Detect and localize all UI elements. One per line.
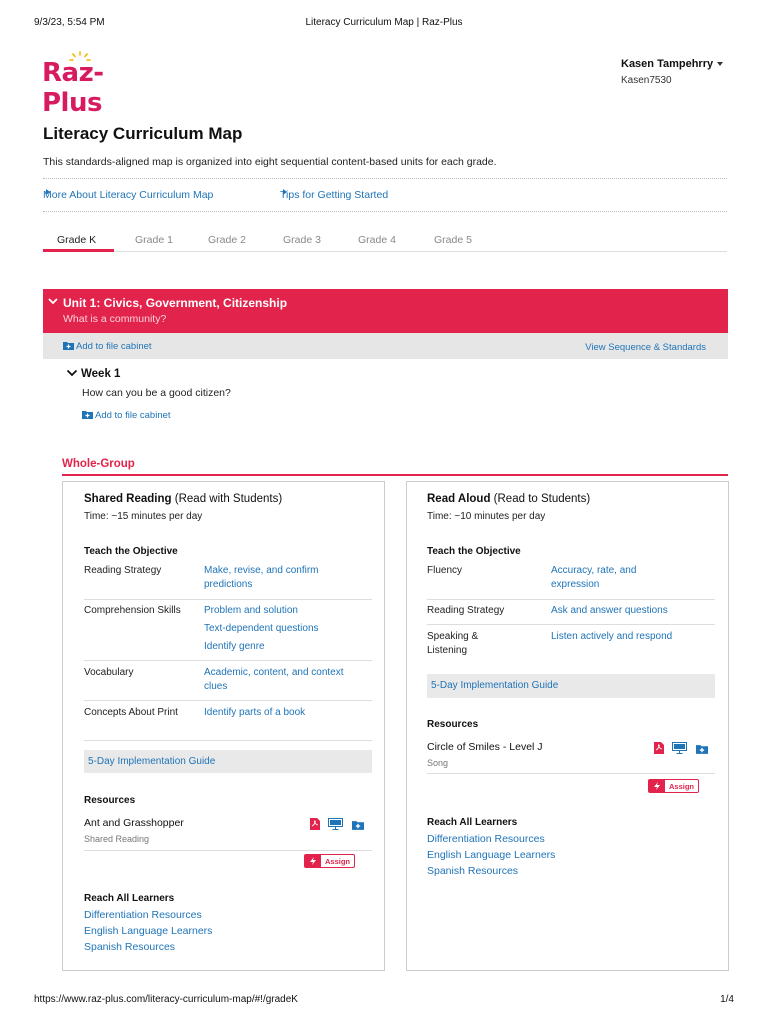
projector-icon[interactable] [672, 742, 687, 754]
raz-plus-logo[interactable] [42, 50, 152, 118]
folder-add-icon [82, 410, 93, 419]
folder-add-icon [63, 341, 74, 350]
resource-type: Shared Reading [84, 834, 150, 844]
chevron-down-icon [47, 295, 59, 307]
lightning-icon [649, 780, 665, 792]
objective-value-link[interactable]: Identify parts of a book [204, 707, 306, 718]
objective-label: Vocabulary [84, 667, 134, 678]
resource-title[interactable]: Circle of Smiles - Level J [427, 741, 543, 753]
shared-reading-time: Time: ~15 minutes per day [84, 511, 203, 522]
unit-title: Unit 1: Civics, Government, Citizenship [63, 296, 288, 310]
teach-objective-heading: Teach the Objective [84, 546, 178, 557]
shared-reading-card [62, 481, 385, 971]
view-sequence-standards-link[interactable]: View Sequence & Standards [585, 342, 706, 353]
spanish-resources-link[interactable]: Spanish Resources [427, 865, 519, 877]
projector-icon[interactable] [328, 818, 343, 830]
section-divider [62, 474, 728, 476]
resource-title[interactable]: Ant and Grasshopper [84, 817, 184, 829]
objective-label: Reading Strategy [427, 605, 505, 616]
triangle-right-icon [283, 189, 287, 195]
lightning-icon [305, 855, 321, 867]
unit-add-to-file-cabinet[interactable]: Add to file cabinet [63, 341, 152, 352]
row-divider [84, 850, 372, 851]
objective-value-link[interactable]: Academic, content, and context clues [204, 667, 344, 692]
pdf-icon[interactable] [310, 818, 320, 830]
grade-tabs [43, 234, 727, 252]
user-name: Kasen Tampehrry [621, 58, 714, 70]
reach-learners-heading: Reach All Learners [84, 893, 175, 904]
week-question: How can you be a good citizen? [82, 387, 231, 399]
spanish-resources-link[interactable]: Spanish Resources [84, 941, 176, 953]
implementation-guide-link[interactable]: 5-Day Implementation Guide [84, 750, 372, 773]
objective-value-link[interactable]: Ask and answer questions [551, 605, 668, 616]
resources-heading: Resources [427, 719, 479, 730]
tab-grade-3[interactable]: Grade 3 [283, 234, 321, 246]
row-divider [427, 773, 715, 774]
read-aloud-title: Read Aloud (Read to Students) [427, 493, 591, 505]
objective-label: Comprehension Skills [84, 605, 181, 616]
page-description: This standards-aligned map is organized into eight sequential content-based units for each grade. [43, 156, 497, 168]
objective-value-link[interactable]: Listen actively and respond [551, 631, 673, 642]
pdf-icon[interactable] [654, 742, 664, 754]
objective-label: Reading Strategy [84, 565, 162, 576]
implementation-guide-link[interactable]: 5-Day Implementation Guide [427, 674, 715, 698]
row-divider [84, 660, 372, 661]
resource-type: Song [427, 758, 449, 768]
objective-label: Fluency [427, 565, 463, 576]
shared-reading-title: Shared Reading (Read with Students) [84, 493, 283, 505]
print-url: https://www.raz-plus.com/literacy-curriculum-map/#!/gradeK [34, 994, 298, 1005]
folder-add-icon[interactable] [696, 744, 708, 754]
read-aloud-card [406, 481, 729, 971]
print-datetime: 9/3/23, 5:54 PM [34, 17, 105, 28]
user-id: Kasen7530 [621, 75, 672, 86]
ell-link[interactable]: English Language Learners [84, 925, 213, 937]
row-divider [427, 624, 715, 625]
print-page-number: 1/4 [720, 994, 734, 1005]
tab-grade-k[interactable]: Grade K [57, 234, 97, 246]
differentiation-resources-link[interactable]: Differentiation Resources [84, 909, 202, 921]
divider [43, 211, 727, 212]
week-section [66, 368, 231, 421]
unit-toolbar [43, 333, 728, 359]
folder-add-icon[interactable] [352, 820, 364, 830]
week-title: Week 1 [81, 368, 121, 380]
objective-value-link[interactable]: Text-dependent questions [204, 623, 319, 634]
tab-grade-1[interactable]: Grade 1 [135, 234, 173, 246]
logo-text: Raz-Plus [42, 58, 104, 118]
differentiation-resources-link[interactable]: Differentiation Resources [427, 833, 545, 845]
unit-header[interactable] [43, 289, 728, 333]
tab-grade-5[interactable]: Grade 5 [434, 234, 472, 246]
objective-label: Concepts About Print [84, 707, 178, 718]
resource-actions [654, 741, 708, 759]
teach-objective-heading: Teach the Objective [427, 546, 521, 557]
row-divider [84, 599, 372, 600]
tab-grade-2[interactable]: Grade 2 [208, 234, 246, 246]
unit-question: What is a community? [63, 313, 167, 325]
ell-link[interactable]: English Language Learners [427, 849, 556, 861]
read-aloud-time: Time: ~10 minutes per day [427, 511, 546, 522]
reach-learners-heading: Reach All Learners [427, 817, 518, 828]
whole-group-heading: Whole-Group [62, 458, 135, 470]
row-divider [84, 700, 372, 701]
objective-value-link[interactable]: Identify genre [204, 641, 265, 652]
row-divider [84, 740, 372, 741]
week-header[interactable] [66, 368, 120, 380]
resources-heading: Resources [84, 795, 136, 806]
week-add-to-file-cabinet[interactable]: Add to file cabinet [82, 410, 171, 421]
chevron-down-icon [66, 368, 78, 378]
print-title: Literacy Curriculum Map | Raz-Plus [305, 17, 463, 28]
triangle-right-icon [46, 189, 50, 195]
caret-down-icon [717, 62, 723, 66]
tab-grade-4[interactable]: Grade 4 [358, 234, 396, 246]
objective-value-link[interactable]: Make, revise, and confirm predictions [204, 565, 319, 590]
user-menu[interactable] [621, 58, 723, 86]
resource-actions [310, 817, 364, 835]
assign-button[interactable]: Assign [304, 854, 355, 868]
active-tab-indicator [43, 249, 114, 252]
objective-label: Speaking & Listening [427, 631, 479, 656]
objective-value-link[interactable]: Accuracy, rate, and expression [551, 565, 637, 590]
divider [43, 178, 727, 179]
page-title: Literacy Curriculum Map [43, 124, 243, 143]
row-divider [427, 599, 715, 600]
objective-value-link[interactable]: Problem and solution [204, 605, 298, 616]
assign-button[interactable]: Assign [648, 779, 699, 793]
